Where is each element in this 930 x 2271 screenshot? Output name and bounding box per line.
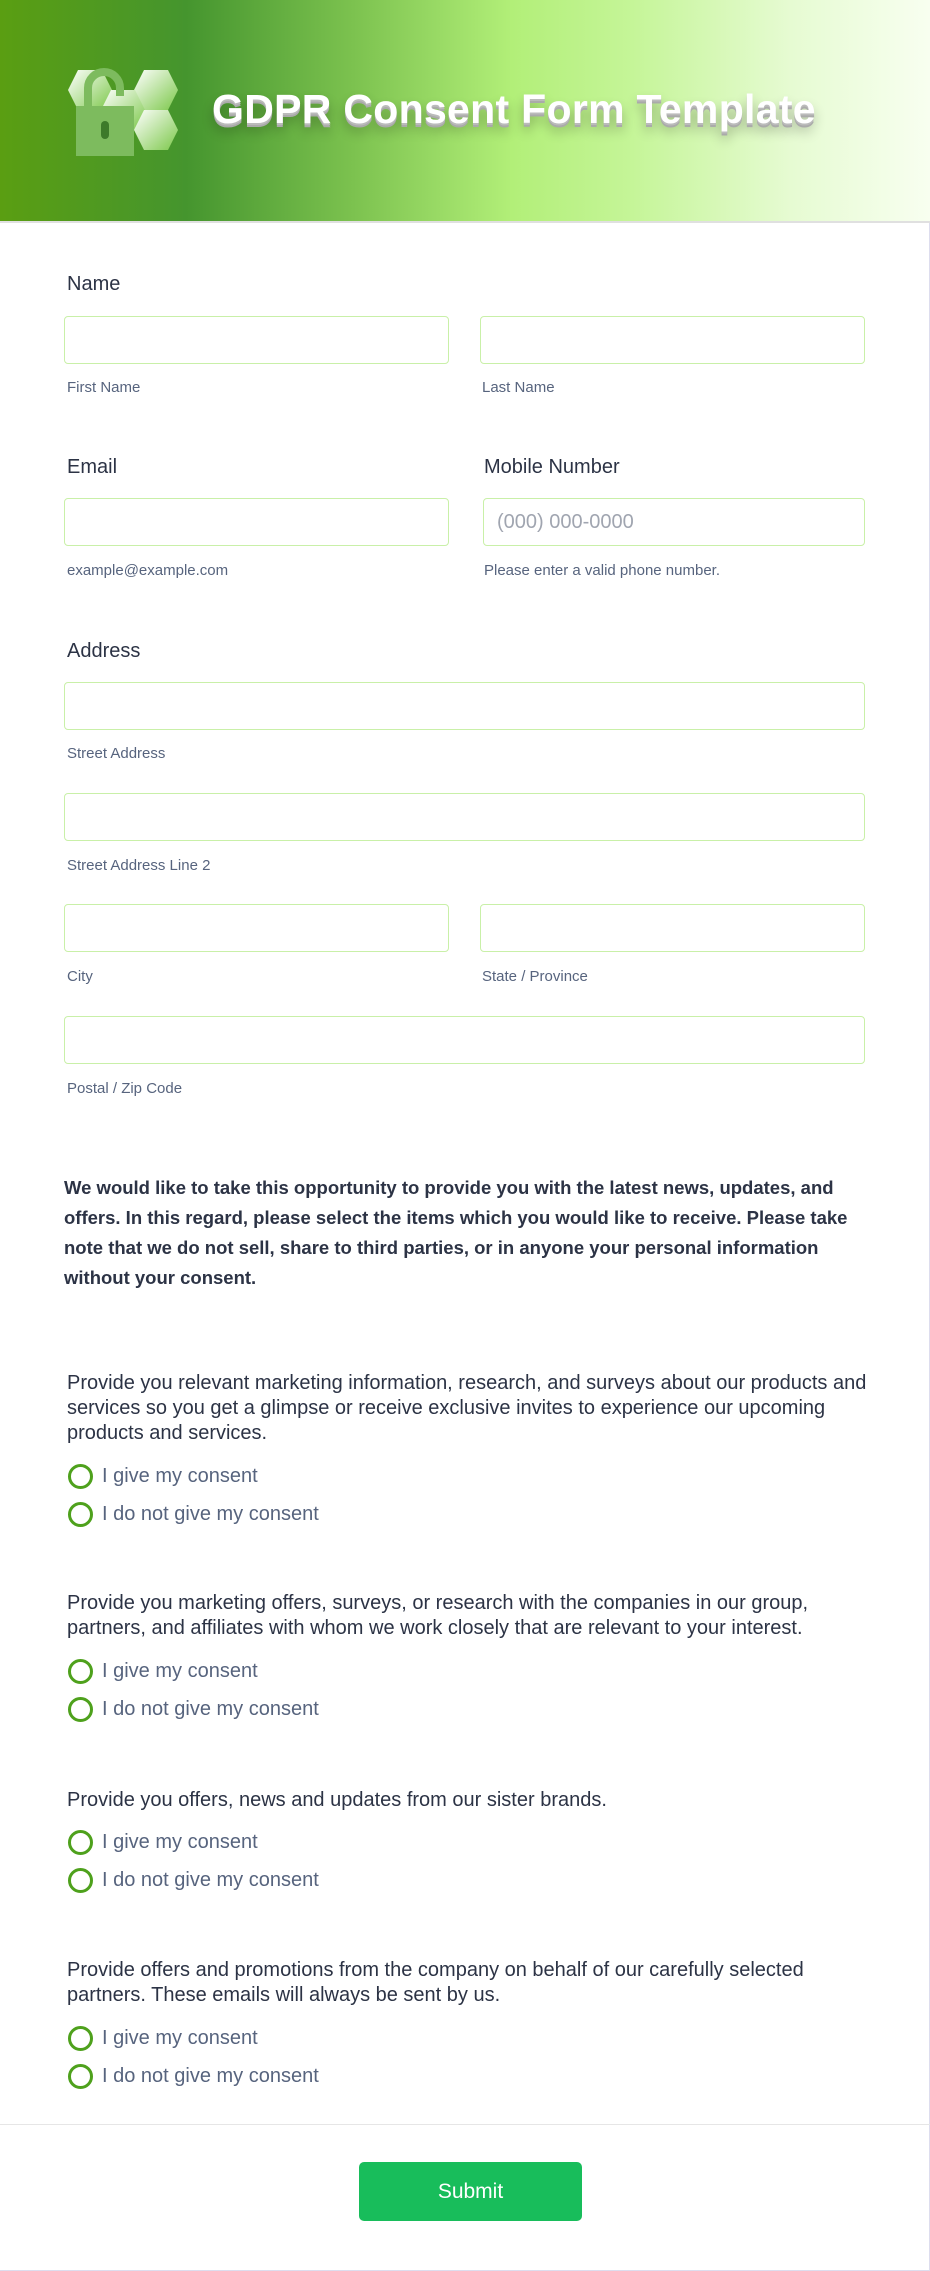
question-1-no-consent-radio[interactable] xyxy=(68,1502,319,1527)
radio-label: I give my consent xyxy=(102,1465,258,1487)
radio-label: I give my consent xyxy=(102,2027,258,2049)
submit-button[interactable]: Submit xyxy=(359,2162,582,2221)
padlock-hexagon-logo xyxy=(68,66,186,158)
footer-divider xyxy=(0,2124,930,2125)
radio-label: I give my consent xyxy=(102,1831,258,1853)
mobile-input[interactable] xyxy=(483,498,865,546)
postal-code-sublabel: Postal / Zip Code xyxy=(67,1080,183,1097)
radio-label: I do not give my consent xyxy=(102,2065,319,2087)
street-address-sublabel: Street Address xyxy=(67,745,166,762)
radio-circle-icon[interactable] xyxy=(68,1697,93,1722)
question-3-consent-radio[interactable] xyxy=(68,1830,258,1855)
city-sublabel: City xyxy=(67,968,93,985)
state-input[interactable] xyxy=(480,904,865,952)
name-label: Name xyxy=(67,273,121,295)
state-sublabel: State / Province xyxy=(482,968,588,985)
question-1-text: Provide you relevant marketing information, research, and surveys about our products and services so you get a glimpse or receive exclusive invites to experience our upcoming products and services. xyxy=(67,1372,867,1444)
first-name-sublabel: First Name xyxy=(67,379,141,396)
email-label: Email xyxy=(67,456,118,478)
question-3-text: Provide you offers, news and updates from our sister brands. xyxy=(67,1789,607,1811)
last-name-sublabel: Last Name xyxy=(482,379,555,396)
radio-circle-icon[interactable] xyxy=(68,1659,93,1684)
question-4-text: Provide offers and promotions from the company on behalf of our carefully selected partners. These emails will always be sent by us. xyxy=(67,1959,804,2006)
question-1-consent-radio[interactable] xyxy=(68,1464,258,1489)
question-4-consent-radio[interactable] xyxy=(68,2026,258,2051)
question-3-no-consent-radio[interactable] xyxy=(68,1868,319,1893)
consent-intro-text: We would like to take this opportunity to provide you with the latest news, updates, and offers. In this regard, please select the items which you would like to receive. Please take note that we do not sell, share to third parties, or in anyone your personal information without your consent. xyxy=(64,1177,848,1288)
email-input[interactable] xyxy=(64,498,449,546)
street-address-line2-sublabel: Street Address Line 2 xyxy=(67,857,211,874)
email-sublabel: example@example.com xyxy=(67,562,229,579)
address-label: Address xyxy=(67,640,141,662)
radio-circle-icon[interactable] xyxy=(68,1502,93,1527)
question-4-no-consent-radio[interactable] xyxy=(68,2064,319,2089)
radio-circle-icon[interactable] xyxy=(68,1464,93,1489)
question-2-no-consent-radio[interactable] xyxy=(68,1697,319,1722)
mobile-label: Mobile Number xyxy=(484,456,620,478)
mobile-sublabel: Please enter a valid phone number. xyxy=(484,562,720,579)
street-address-input[interactable] xyxy=(64,682,865,730)
radio-circle-icon[interactable] xyxy=(68,1868,93,1893)
radio-circle-icon[interactable] xyxy=(68,2026,93,2051)
last-name-input[interactable] xyxy=(480,316,865,364)
postal-code-input[interactable] xyxy=(64,1016,865,1064)
radio-label: I do not give my consent xyxy=(102,1698,319,1720)
radio-circle-icon[interactable] xyxy=(68,2064,93,2089)
first-name-input[interactable] xyxy=(64,316,449,364)
radio-label: I do not give my consent xyxy=(102,1869,319,1891)
form-title: GDPR Consent Form Template xyxy=(212,86,816,132)
form-header xyxy=(0,0,930,223)
radio-label: I do not give my consent xyxy=(102,1503,319,1525)
question-2-text: Provide you marketing offers, surveys, or research with the companies in our group, partners, and affiliates with whom we work closely that are relevant to your interest. xyxy=(67,1592,809,1639)
radio-label: I give my consent xyxy=(102,1660,258,1682)
city-input[interactable] xyxy=(64,904,449,952)
street-address-line2-input[interactable] xyxy=(64,793,865,841)
radio-circle-icon[interactable] xyxy=(68,1830,93,1855)
question-2-consent-radio[interactable] xyxy=(68,1659,258,1684)
